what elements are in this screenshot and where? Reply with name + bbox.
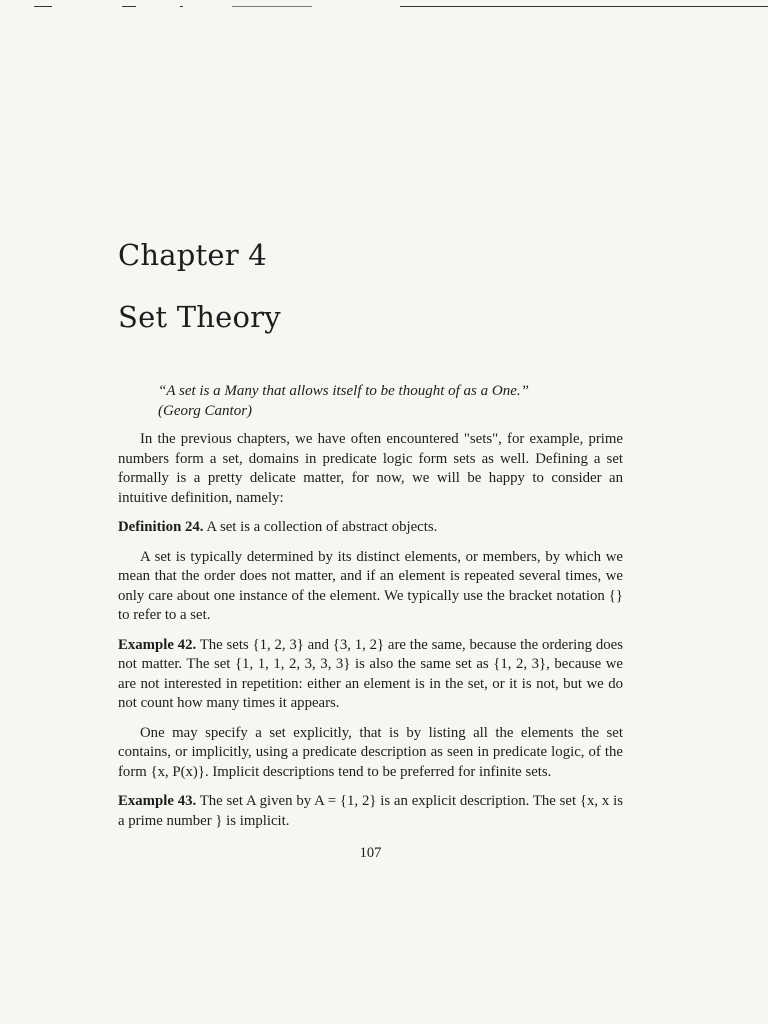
epigraph xyxy=(158,381,618,421)
chapter-number: Chapter 4 xyxy=(118,238,267,272)
scan-edge-marks xyxy=(0,0,768,14)
chapter-title: Set Theory xyxy=(118,300,281,334)
elements-paragraph: A set is typically determined by its distinct elements, or members, by which we mean that the order does not matter, and if an element is repeated several times, we only care about one instance of the element. We typically use the bracket notation {} to refer to a set. xyxy=(118,548,623,623)
example-43-text: The set A given by A = {1, 2} is an explicit description. The set {x, x is a prime number } is implicit. xyxy=(118,793,623,829)
example-43 xyxy=(118,792,623,831)
epigraph-text: “A set is a Many that allows itself to be thought of as a One.” xyxy=(158,383,529,399)
example-42-label: Example 42. xyxy=(118,636,197,653)
example-43-label: Example 43. xyxy=(118,793,197,809)
page-number: 107 xyxy=(359,845,382,861)
example-42 xyxy=(118,636,623,714)
definition-label: Definition 24. xyxy=(118,519,204,535)
epigraph-attribution: (Georg Cantor) xyxy=(158,403,253,419)
definition-24 xyxy=(118,518,623,538)
specify-paragraph: One may specify a set explicitly, that is by listing all the elements the set contains, or implicitly, using a predicate description as seen in predicate logic, of the form {x, P(x)}. Implicit descriptions tend to be preferred for infinite sets. xyxy=(118,724,623,780)
body-text xyxy=(118,430,623,841)
intro-paragraph: In the previous chapters, we have often encountered "sets", for example, prime numbers form a set, domains in predicate logic form sets as well. Defining a set formally is a pretty delicate matter, for now, we will be happy to consider an intuitive definition, namely: xyxy=(118,431,623,506)
example-42-text: The sets {1, 2, 3} and {3, 1, 2} are the same, because the ordering does not matter. The set {1, 1, 1, 2, 3, 3, 3} is also the same set as {1, 2, 3}, because we are not interested in repetition: either an element is in the set, or it is not, but we do not count how many times it appears. xyxy=(118,636,623,711)
definition-text: A set is a collection of abstract objects. xyxy=(203,519,438,535)
